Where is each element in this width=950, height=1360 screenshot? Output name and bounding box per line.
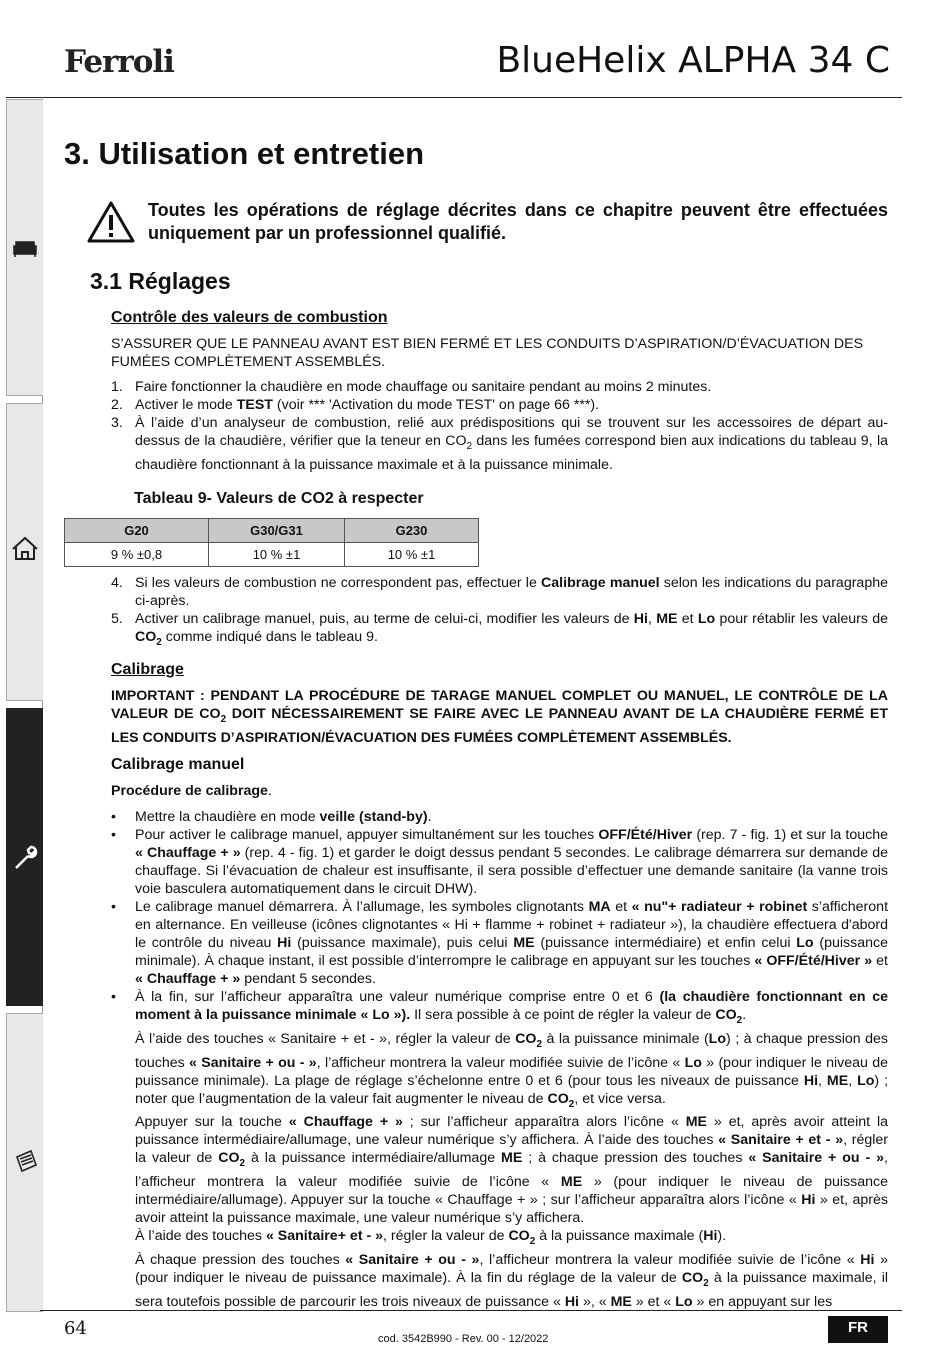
- table-header-g20: G20: [65, 519, 209, 543]
- paragraph-text: ; à chaque pression des touches: [522, 1150, 749, 1167]
- paragraph-text: » (pour indiquer le niveau de puissance intermédiaire/allumage). Appuyer sur la touche « Chauffage + » ; sur l’afficheur apparaîtra alors l’icône «: [135, 1174, 888, 1209]
- step-text: Activer le mode: [135, 397, 237, 413]
- paragraph-text: , l’afficheur montrera la valeur modifiée suivie de l’icône «: [316, 1054, 685, 1071]
- step-text: selon les indications du paragraphe ci-après.: [135, 575, 888, 609]
- keyword: CO: [515, 1030, 537, 1047]
- paragraph-text: Appuyer sur la touche: [135, 1114, 289, 1131]
- paragraph-text: » en appuyant sur les: [692, 1293, 833, 1310]
- sofa-icon: [11, 234, 39, 262]
- list-item: [111, 414, 888, 474]
- step-text: À l’aide d’un analyseur de combustion, relié aux prédispositions qui se trouvent sur les accessoires de départ au-dessus de la chaudière, vérifier que la teneur en CO: [135, 415, 888, 449]
- bullet-dot: •: [111, 827, 116, 843]
- continuation-paragraph: [135, 1227, 888, 1251]
- keyword: Lo: [684, 1054, 702, 1071]
- list-item: [111, 808, 888, 826]
- document-code: cod. 3542B990 - Rev. 00 - 12/2022: [378, 1333, 549, 1345]
- keyword: « Chauffage + »: [288, 1114, 403, 1131]
- keyword: « Sanitaire + ou - »: [189, 1054, 317, 1071]
- table-caption: Tableau 9- Valeurs de CO2 à respecter: [134, 490, 424, 507]
- step-keyword: Hi: [633, 611, 648, 627]
- paragraph-text: », «: [579, 1293, 611, 1310]
- bullet-text: .: [427, 809, 432, 825]
- paragraph-text: ).: [717, 1228, 727, 1245]
- keyword: Lo: [857, 1072, 875, 1089]
- subscript: 2: [220, 713, 227, 725]
- manual-calibration-heading: Calibrage manuel: [111, 756, 245, 773]
- keyword: Hi: [801, 1192, 816, 1209]
- paragraph-text: à la puissance minimale (: [541, 1030, 709, 1047]
- keyword: Hi: [803, 1072, 819, 1089]
- bullet-text: Le calibrage manuel démarrera. À l’allumage, les symboles clignotants: [135, 899, 589, 915]
- bullet-keyword: ME: [513, 935, 535, 951]
- keyword: Hi: [860, 1252, 875, 1269]
- step-number: 3.: [111, 415, 123, 431]
- step-number: 4.: [111, 575, 123, 591]
- continuation-paragraph: [135, 1251, 888, 1311]
- keyword: ME: [610, 1293, 632, 1310]
- step-number: 5.: [111, 611, 123, 627]
- bullet-text: et: [872, 953, 888, 969]
- bullet-keyword: CO: [715, 1007, 737, 1023]
- paragraph-text: À chaque pression des touches: [135, 1252, 346, 1269]
- bullet-text: et: [610, 899, 632, 915]
- table-header-g30: G30/G31: [209, 519, 345, 543]
- step-keyword: Lo: [697, 611, 716, 627]
- list-item: [111, 396, 888, 414]
- keyword: ME: [826, 1072, 849, 1089]
- paragraph-text: , l’afficheur montrera la valeur modifiée suivie de l’icône «: [135, 1150, 888, 1191]
- keyword: CO: [681, 1270, 704, 1287]
- paragraph-text: » (pour indiquer le niveau de puissance maximale). À la fin du réglage de la valeur de: [135, 1252, 888, 1287]
- sidebar-tab-user[interactable]: [6, 99, 43, 396]
- section-title: 3. Utilisation et entretien: [64, 136, 425, 171]
- bullet-text: (puissance minimale). À chaque instant, il est possible d’interrompre le calibrage en appuyant sur les touches: [135, 935, 888, 969]
- continuation-paragraph: [135, 1113, 888, 1227]
- keyword: CO: [218, 1150, 240, 1167]
- paragraph-text: , régler la valeur de: [383, 1228, 509, 1245]
- subscript: 2: [703, 1277, 709, 1289]
- paragraph-text: À l’aide des touches « Sanitaire + et - », régler la valeur de: [135, 1030, 516, 1047]
- combustion-heading: Contrôle des valeurs de combustion: [111, 309, 388, 326]
- bullet-dot: •: [111, 899, 116, 915]
- list-item: [111, 988, 888, 1311]
- subscript: 2: [466, 440, 473, 452]
- bullet-text: s’afficheront en alternance. En veilleuse (icônes clignotantes « Hi + flamme + robinet + radiateur »), la chaudière effectuera d'abord le contrôle du niveau: [135, 899, 889, 951]
- bullet-text: (puissance maximale), puis celui: [291, 935, 514, 951]
- bullet-text: Mettre la chaudière en mode: [135, 809, 320, 825]
- procedure-label: [111, 782, 272, 800]
- table-cell-g230: 10 % ±1: [345, 543, 479, 567]
- bullet-dot: •: [111, 989, 116, 1005]
- bullet-keyword: « nu"+ radiateur + robinet: [631, 899, 808, 915]
- paragraph-text: , l’afficheur montrera la valeur modifiée suivie de l’icône «: [479, 1252, 861, 1269]
- paragraph-text: » et, après avoir atteint la puissance maximale, une valeur numérique s’y affichera.: [135, 1192, 888, 1227]
- table-cell-g20: 9 % ±0,8: [65, 543, 209, 567]
- subscript: 2: [536, 1038, 542, 1050]
- wrench-icon: [11, 843, 39, 871]
- page-number: 64: [64, 1318, 87, 1339]
- keyword: CO: [547, 1090, 569, 1107]
- keyword: « Sanitaire + ou - »: [748, 1150, 885, 1167]
- document-title: BlueHelix ALPHA 34 C: [496, 40, 890, 81]
- language-badge: FR: [828, 1316, 888, 1343]
- combustion-steps-continued: [111, 574, 888, 652]
- subscript: 2: [568, 1098, 575, 1110]
- bullet-text: .: [742, 1007, 747, 1023]
- co2-table: [64, 518, 479, 567]
- subscript: 2: [239, 1158, 246, 1170]
- bullet-text: Pour activer le calibrage manuel, appuyer simultanément sur les touches: [135, 827, 599, 843]
- bullet-keyword: Hi: [277, 935, 292, 951]
- step-text: (voir *** 'Activation du mode TEST' on page 66 ***).: [272, 397, 600, 413]
- bullet-text: À la fin, sur l’afficheur apparaîtra une valeur numérique comprise entre 0 et 6: [135, 989, 660, 1005]
- warning-icon: [86, 200, 136, 244]
- step-text: ,: [647, 611, 657, 627]
- table-header-row: [65, 519, 479, 543]
- keyword: Hi: [564, 1293, 579, 1310]
- bullet-text: Il sera possible à ce point de régler la valeur de: [410, 1007, 716, 1023]
- paragraph-text: » et, après avoir atteint la puissance intermédiaire/allumage, une valeur numérique s’y affichera. À l’aide des touches: [135, 1114, 888, 1149]
- list-item: [111, 378, 888, 396]
- step-text: comme indiqué dans le tableau 9.: [161, 629, 378, 645]
- step-text: et: [677, 611, 698, 627]
- subsection-title: 3.1 Réglages: [90, 268, 231, 294]
- step-keyword: ME: [656, 611, 678, 627]
- important-text: IMPORTANT : PENDANT LA PROCÉDURE DE TARAGE MANUEL COMPLET OU MANUEL, LE CONTRÔLE DE LA VALEUR DE CO: [111, 688, 888, 722]
- bullet-keyword: « Chauffage + »: [135, 971, 241, 987]
- clipboard-icon: [11, 1147, 39, 1175]
- subscript: 2: [736, 1014, 743, 1026]
- paragraph-text: , et vice versa.: [574, 1090, 666, 1107]
- step-keyword: TEST: [236, 397, 273, 413]
- keyword: Hi: [703, 1228, 718, 1245]
- keyword: Lo: [708, 1030, 727, 1047]
- combustion-caps-note: S’ASSURER QUE LE PANNEAU AVANT EST BIEN FERMÉ ET LES CONDUITS D’ASPIRATION/D’ÉVACUATION DES FUMÉES COMPLÈTEMENT ASSEMBLÉS.: [111, 336, 864, 370]
- step-number: 1.: [111, 379, 123, 395]
- important-text: DOIT NÉCESSAIREMENT SE FAIRE AVEC LE PANNEAU AVANT DE LA CHAUDIÈRE FERMÉ ET LES CONDUITS D’ASPIRATION/ÉVACUATION DES FUMÉES COMPLÈTEMENT ASSEMBLÉS.: [111, 706, 888, 746]
- bullet-keyword: (la chaudière fonctionnant en ce moment à la puissance minimale « Lo »).: [135, 989, 888, 1023]
- paragraph-text: ) ; noter que l’augmentation de la valeur fait augmenter le niveau de: [135, 1072, 889, 1107]
- step-text: Activer un calibrage manuel, puis, au terme de celui-ci, modifier les valeurs de: [135, 611, 634, 627]
- list-item: [111, 574, 888, 610]
- step-text: Faire fonctionner la chaudière en mode chauffage ou sanitaire pendant au moins 2 minutes.: [135, 379, 712, 395]
- keyword: « Sanitaire + ou - »: [345, 1252, 480, 1269]
- paragraph-text: à la puissance maximale, il sera toutefois possible de parcourir les trois niveaux de puissance «: [135, 1270, 888, 1310]
- bullet-keyword: « Chauffage + »: [135, 845, 241, 861]
- sidebar-tab-service[interactable]: [6, 708, 43, 1006]
- paragraph-text: , régler la valeur de: [135, 1132, 889, 1167]
- continuation-paragraph: [135, 1030, 888, 1114]
- paragraph-text: à la puissance intermédiaire/allumage: [245, 1150, 502, 1167]
- paragraph-text: ) ; à chaque pression des touches: [135, 1030, 889, 1071]
- table-row: [65, 543, 479, 567]
- step-text: dans les fumées correspond bien aux indications du tableau 9, la chaudière fonctionnant à la puissance maximale et à la puissance minimale.: [135, 433, 888, 473]
- keyword: ME: [501, 1150, 523, 1167]
- procedure-label-text: Procédure de calibrage: [111, 783, 268, 799]
- bullet-keyword: OFF/Été/Hiver: [598, 827, 693, 843]
- paragraph-text: à la puissance maximale (: [535, 1228, 704, 1245]
- paragraph-text: ,: [818, 1072, 827, 1089]
- calibrage-important: [111, 687, 888, 747]
- keyword: ME: [685, 1114, 708, 1131]
- step-text: Si les valeurs de combustion ne correspondent pas, effectuer le: [135, 575, 542, 591]
- procedure-label-dot: .: [267, 783, 272, 799]
- paragraph-text: » et «: [631, 1293, 676, 1310]
- keyword: « Sanitaire + et - »: [718, 1132, 844, 1149]
- list-item: [111, 826, 888, 898]
- step-number: 2.: [111, 397, 123, 413]
- bullet-keyword: « OFF/Été/Hiver »: [754, 953, 873, 969]
- procedure-bullets: [111, 808, 888, 1311]
- house-icon: [11, 535, 39, 563]
- header-rule: [6, 97, 902, 98]
- step-keyword: CO: [135, 629, 157, 645]
- step-keyword: Calibrage manuel: [541, 575, 660, 591]
- calibrage-heading: Calibrage: [111, 661, 184, 678]
- subscript: 2: [529, 1236, 536, 1248]
- list-item: [111, 898, 888, 988]
- sidebar-tab-installer[interactable]: [6, 403, 43, 701]
- subscript: 2: [156, 636, 162, 648]
- step-text: pour rétablir les valeurs de: [715, 611, 888, 627]
- warning-text: Toutes les opérations de réglage décrites dans ce chapitre peuvent être effectuées uniquement par un professionnel qualifié.: [148, 200, 888, 243]
- paragraph-text: ; sur l’afficheur apparaîtra alors l’icône «: [402, 1114, 686, 1131]
- paragraph-text: À l’aide des touches: [135, 1228, 266, 1245]
- bullet-text: (rep. 4 - fig. 1) et garder le doigt dessus pendant 5 secondes. Le calibrage démarrera sur demande de chauffage. Si l’évacuation de chaleur est insuffisante, il sera possible d’effectuer une demande sanitaire (la vanne trois voie basculera automatiquement dans le circuit DHW).: [135, 845, 889, 897]
- table-header-g230: G230: [345, 519, 479, 543]
- footer-rule: [40, 1310, 902, 1311]
- bullet-text: pendant 5 secondes.: [240, 971, 376, 987]
- paragraph-text: ,: [848, 1072, 858, 1089]
- keyword: « Sanitaire+ et - »: [265, 1228, 384, 1245]
- combustion-steps: [111, 378, 888, 474]
- keyword: ME: [560, 1174, 583, 1191]
- paragraph-text: » (pour indiquer le niveau de puissance minimale). La plage de réglage s’échelonne entre 0 et 6 (pour tous les niveaux de puissance: [135, 1054, 888, 1089]
- table-cell-g30: 10 % ±1: [209, 543, 345, 567]
- list-item: [111, 610, 888, 652]
- bullet-dot: •: [111, 809, 116, 825]
- bullet-text: (rep. 7 - fig. 1) et sur la touche: [692, 827, 888, 843]
- bullet-keyword: veille (stand-by): [319, 809, 428, 825]
- keyword: Lo: [675, 1293, 693, 1310]
- bullet-text: (puissance intermédiaire) et enfin celui: [534, 935, 797, 951]
- brand-logo: Ferroli: [64, 44, 174, 80]
- sidebar-tab-technical[interactable]: [6, 1013, 43, 1312]
- bullet-keyword: MA: [588, 899, 611, 915]
- bullet-keyword: Lo: [796, 935, 814, 951]
- keyword: CO: [508, 1228, 530, 1245]
